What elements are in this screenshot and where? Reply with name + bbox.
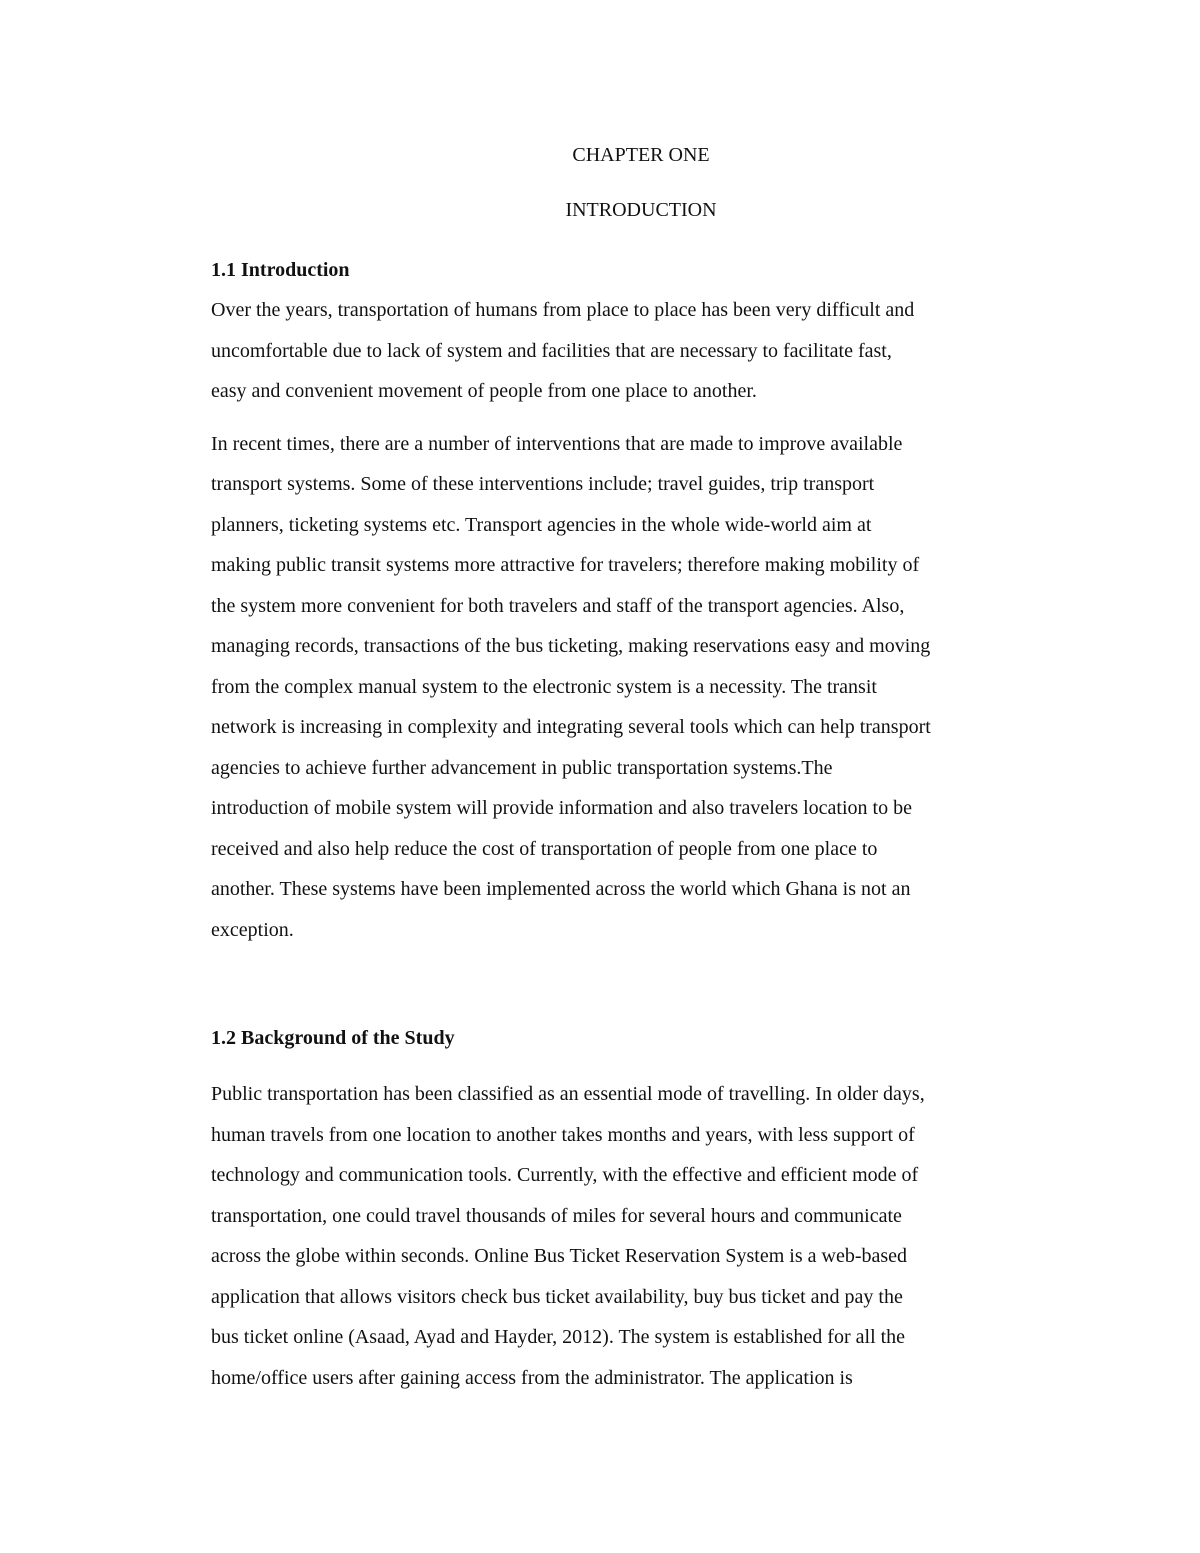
section-heading-background: 1.2 Background of the Study: [211, 1027, 455, 1049]
paragraph: In recent times, there are a number of interventions that are made to improve available transport systems. Some of these interventions include; travel guides, trip transport planners, ticketing systems etc. Transport agencies in the whole wide-world aim at making public transit systems more attractive for travelers; therefore making mobility of the system more convenient for both travelers and staff of the transport agencies. Also, managing records, transactions of the bus ticketing, making reservations easy and moving from the complex manual system to the electronic system is a necessity. The transit network is increasing in complexity and integrating several tools which can help transport agencies to achieve further advancement in public transportation systems.The introduction of mobile system will provide information and also travelers location to be received and also help reduce the cost of transportation of people from one place to another. These systems have been implemented across the world which Ghana is not an exception.: [211, 432, 931, 941]
chapter-subtitle: INTRODUCTION: [565, 199, 717, 221]
paragraph: Over the years, transportation of humans from place to place has been very difficult and uncomfortable due to lack of system and facilities that are necessary to facilitate fast, easy and convenient movement of people from one place to another.: [211, 299, 915, 402]
chapter-title: CHAPTER ONE: [572, 144, 710, 166]
paragraph: Public transportation has been classified as an essential mode of travelling. In older days, human travels from one location to another takes months and years, with less support of technology and communication tools. Currently, with the effective and efficient mode of transportation, one could travel thousands of miles for several hours and communicate across the globe within seconds. Online Bus Ticket Reservation System is a web-based application that allows visitors check bus ticket availability, buy bus ticket and pay the bus ticket online (Asaad, Ayad and Hayder, 2012). The system is established for all the home/office users after gaining access from the administrator. The application is: [211, 1083, 925, 1389]
page-content: [211, 138, 1071, 1398]
section-heading-introduction: 1.1 Introduction: [211, 259, 350, 281]
